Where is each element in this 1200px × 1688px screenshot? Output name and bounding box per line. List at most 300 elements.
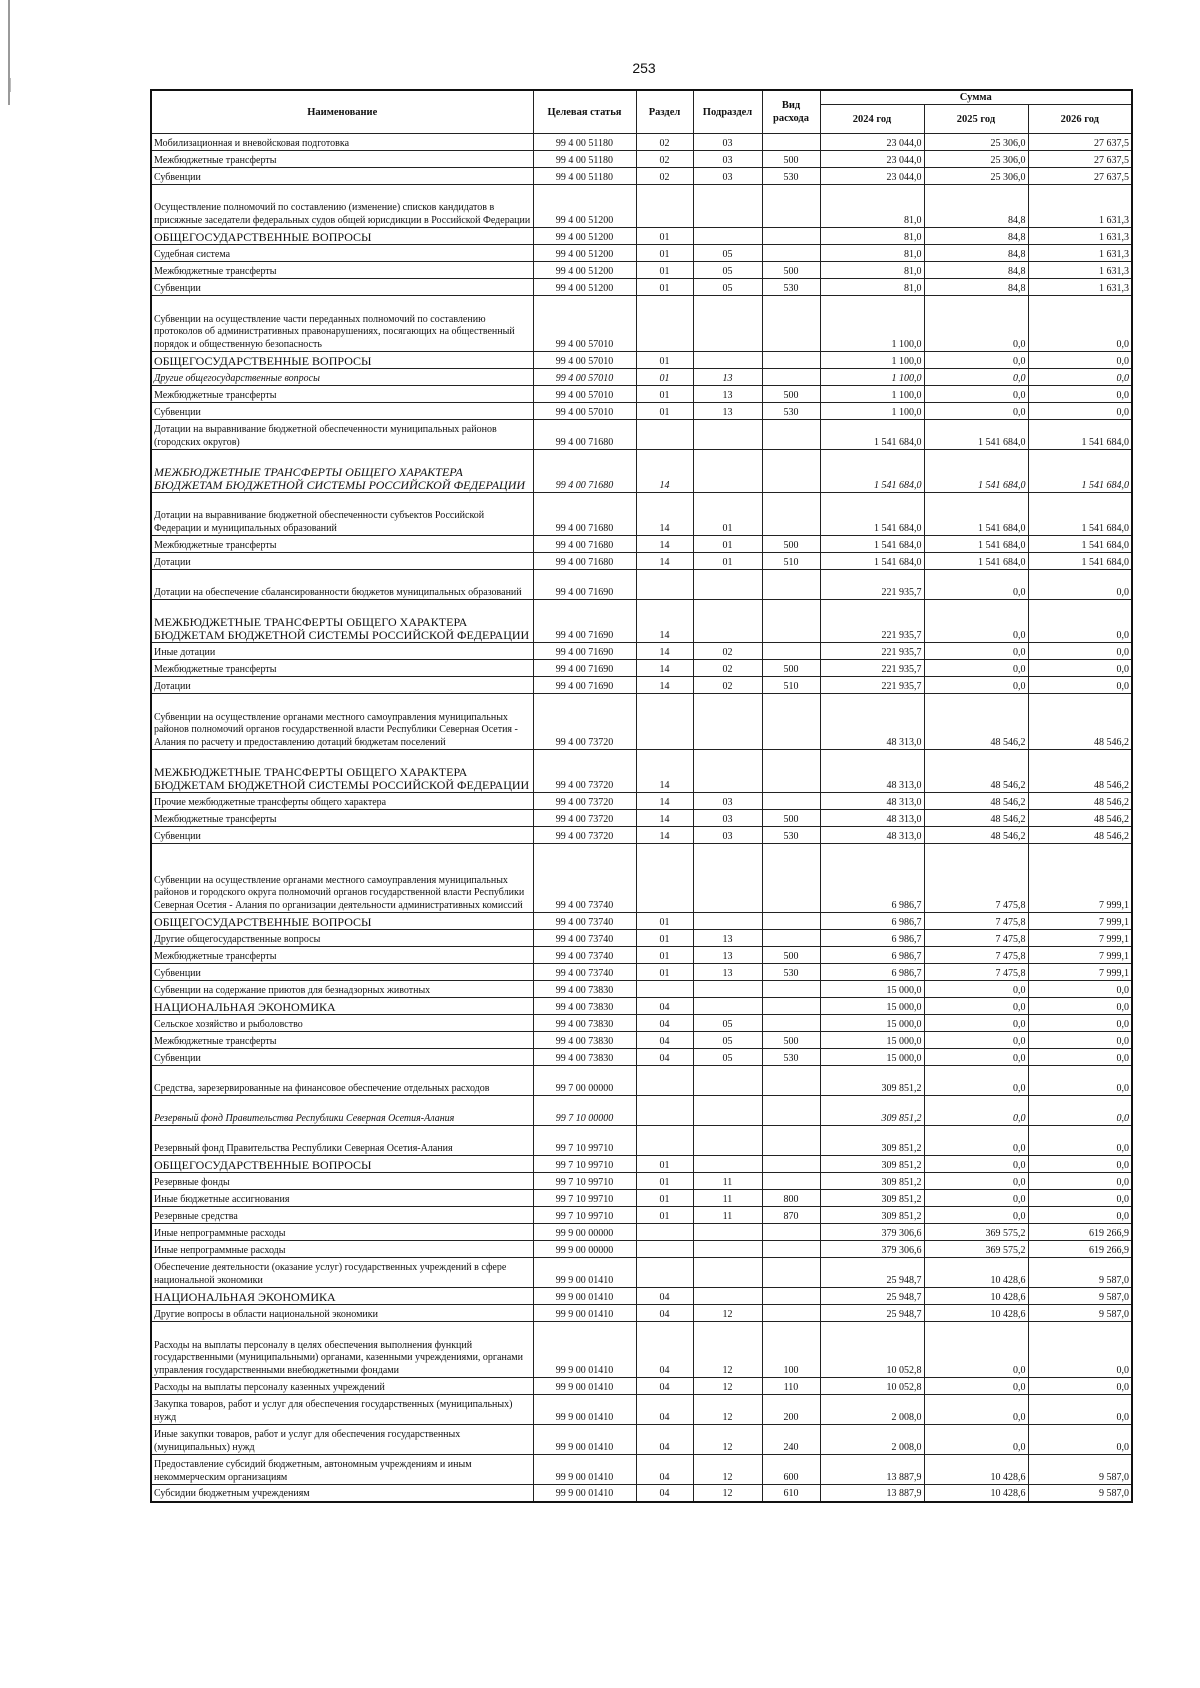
table-row [151, 228, 1132, 245]
cell-section: 04 [636, 1288, 693, 1305]
cell-target: 99 9 00 01410 [533, 1425, 636, 1455]
cell-name: Дотации на выравнивание бюджетной обеспеченности муниципальных районов (городских округов) [151, 420, 533, 450]
cell-name: Иные дотации [151, 643, 533, 660]
table-row [151, 450, 1132, 493]
table-row [151, 403, 1132, 420]
cell-2026: 0,0 [1028, 1015, 1132, 1032]
cell-subsection [693, 450, 762, 493]
table-row [151, 151, 1132, 168]
cell-2025: 1 541 684,0 [924, 536, 1028, 553]
header-expense-type: Вид расхода [762, 90, 820, 134]
cell-subsection: 05 [693, 245, 762, 262]
cell-expense-type: 530 [762, 827, 820, 844]
cell-subsection [693, 913, 762, 930]
cell-2026: 0,0 [1028, 981, 1132, 998]
cell-2026: 1 631,3 [1028, 185, 1132, 228]
cell-section: 14 [636, 643, 693, 660]
cell-name: Предоставление субсидий бюджетным, автономным учреждениям и иным некоммерческим организациям [151, 1455, 533, 1485]
cell-2024: 13 887,9 [820, 1455, 924, 1485]
cell-expense-type [762, 1015, 820, 1032]
cell-2025: 10 428,6 [924, 1288, 1028, 1305]
cell-2025: 0,0 [924, 981, 1028, 998]
cell-2025: 48 546,2 [924, 827, 1028, 844]
cell-section [636, 185, 693, 228]
cell-2025: 0,0 [924, 570, 1028, 600]
cell-2024: 379 306,6 [820, 1224, 924, 1241]
cell-name: Обеспечение деятельности (оказание услуг) государственных учреждений в сфере национальной экономики [151, 1258, 533, 1288]
cell-2025: 0,0 [924, 1395, 1028, 1425]
cell-expense-type [762, 185, 820, 228]
cell-2024: 1 541 684,0 [820, 553, 924, 570]
cell-2025: 1 541 684,0 [924, 553, 1028, 570]
table-row [151, 1395, 1132, 1425]
cell-subsection: 03 [693, 168, 762, 185]
cell-2026: 27 637,5 [1028, 134, 1132, 151]
cell-2024: 23 044,0 [820, 134, 924, 151]
cell-2024: 81,0 [820, 245, 924, 262]
cell-2024: 1 541 684,0 [820, 450, 924, 493]
cell-name: Сельское хозяйство и рыболовство [151, 1015, 533, 1032]
table-row [151, 1288, 1132, 1305]
cell-2026: 7 999,1 [1028, 964, 1132, 981]
cell-subsection [693, 694, 762, 750]
cell-2025: 369 575,2 [924, 1224, 1028, 1241]
cell-target: 99 4 00 57010 [533, 386, 636, 403]
cell-subsection [693, 1096, 762, 1126]
cell-section: 14 [636, 793, 693, 810]
cell-target: 99 4 00 73740 [533, 964, 636, 981]
cell-name: Дотации на обеспечение сбалансированности бюджетов муниципальных образований [151, 570, 533, 600]
header-subsection: Подраздел [693, 90, 762, 134]
cell-subsection [693, 844, 762, 913]
cell-section: 04 [636, 998, 693, 1015]
cell-2024: 309 851,2 [820, 1126, 924, 1156]
cell-2024: 1 541 684,0 [820, 420, 924, 450]
cell-section: 14 [636, 660, 693, 677]
cell-section: 01 [636, 386, 693, 403]
cell-2025: 7 475,8 [924, 844, 1028, 913]
cell-2024: 15 000,0 [820, 981, 924, 998]
cell-subsection [693, 600, 762, 643]
cell-target: 99 4 00 73720 [533, 810, 636, 827]
cell-2024: 15 000,0 [820, 1032, 924, 1049]
cell-2025: 0,0 [924, 1096, 1028, 1126]
table-row [151, 827, 1132, 844]
cell-2025: 7 475,8 [924, 964, 1028, 981]
cell-2024: 6 986,7 [820, 844, 924, 913]
cell-2024: 221 935,7 [820, 660, 924, 677]
cell-target: 99 9 00 01410 [533, 1258, 636, 1288]
cell-section: 14 [636, 450, 693, 493]
cell-section [636, 981, 693, 998]
cell-name: Субвенции [151, 1049, 533, 1066]
table-row [151, 844, 1132, 913]
cell-expense-type: 200 [762, 1395, 820, 1425]
cell-expense-type: 530 [762, 964, 820, 981]
cell-2026: 0,0 [1028, 386, 1132, 403]
cell-section: 01 [636, 369, 693, 386]
cell-target: 99 4 00 73740 [533, 930, 636, 947]
cell-target: 99 4 00 73720 [533, 694, 636, 750]
cell-section [636, 1258, 693, 1288]
cell-2025: 84,8 [924, 262, 1028, 279]
cell-section: 01 [636, 228, 693, 245]
cell-2024: 10 052,8 [820, 1378, 924, 1395]
cell-section [636, 1224, 693, 1241]
table-row [151, 1224, 1132, 1241]
header-name: Наименование [151, 90, 533, 134]
cell-name: Межбюджетные трансферты [151, 386, 533, 403]
table-row [151, 1015, 1132, 1032]
cell-2024: 221 935,7 [820, 643, 924, 660]
cell-section: 01 [636, 352, 693, 369]
cell-2026: 0,0 [1028, 677, 1132, 694]
cell-name: Иные непрограммные расходы [151, 1241, 533, 1258]
cell-section: 14 [636, 553, 693, 570]
table-row [151, 1126, 1132, 1156]
cell-target: 99 4 00 51200 [533, 228, 636, 245]
cell-2026: 0,0 [1028, 998, 1132, 1015]
header-2024: 2024 год [820, 105, 924, 134]
cell-name: Иные бюджетные ассигнования [151, 1190, 533, 1207]
cell-expense-type [762, 981, 820, 998]
cell-2026: 9 587,0 [1028, 1305, 1132, 1322]
cell-2025: 0,0 [924, 403, 1028, 420]
cell-section: 01 [636, 930, 693, 947]
cell-target: 99 9 00 00000 [533, 1224, 636, 1241]
cell-target: 99 4 00 73740 [533, 913, 636, 930]
cell-name: Резервный фонд Правительства Республики Северная Осетия-Алания [151, 1096, 533, 1126]
cell-target: 99 7 00 00000 [533, 1066, 636, 1096]
cell-name: ОБЩЕГОСУДАРСТВЕННЫЕ ВОПРОСЫ [151, 228, 533, 245]
cell-name: Иные закупки товаров, работ и услуг для обеспечения государственных (муниципальных) нужд [151, 1425, 533, 1455]
cell-2025: 84,8 [924, 279, 1028, 296]
cell-2025: 7 475,8 [924, 913, 1028, 930]
cell-2026: 7 999,1 [1028, 913, 1132, 930]
cell-target: 99 9 00 01410 [533, 1455, 636, 1485]
cell-section: 14 [636, 600, 693, 643]
cell-subsection: 13 [693, 930, 762, 947]
cell-target: 99 9 00 01410 [533, 1322, 636, 1378]
cell-2026: 27 637,5 [1028, 168, 1132, 185]
cell-subsection: 13 [693, 386, 762, 403]
cell-target: 99 4 00 73720 [533, 827, 636, 844]
cell-target: 99 4 00 51180 [533, 134, 636, 151]
cell-expense-type [762, 134, 820, 151]
cell-expense-type [762, 1066, 820, 1096]
cell-2024: 81,0 [820, 262, 924, 279]
cell-2024: 1 100,0 [820, 296, 924, 352]
cell-section: 01 [636, 1190, 693, 1207]
cell-2026: 0,0 [1028, 1378, 1132, 1395]
cell-name: Межбюджетные трансферты [151, 536, 533, 553]
cell-expense-type: 100 [762, 1322, 820, 1378]
cell-target: 99 7 10 99710 [533, 1156, 636, 1173]
cell-expense-type [762, 493, 820, 536]
cell-name: Другие общегосударственные вопросы [151, 369, 533, 386]
cell-2024: 15 000,0 [820, 1015, 924, 1032]
cell-2025: 0,0 [924, 677, 1028, 694]
cell-expense-type: 500 [762, 660, 820, 677]
cell-section: 04 [636, 1322, 693, 1378]
cell-subsection [693, 1288, 762, 1305]
cell-2026: 0,0 [1028, 296, 1132, 352]
cell-section: 14 [636, 827, 693, 844]
cell-subsection: 13 [693, 947, 762, 964]
table-row [151, 1190, 1132, 1207]
cell-2025: 0,0 [924, 369, 1028, 386]
cell-target: 99 4 00 71680 [533, 536, 636, 553]
table-row [151, 369, 1132, 386]
table-row [151, 1096, 1132, 1126]
table-row [151, 1241, 1132, 1258]
table-row [151, 134, 1132, 151]
cell-subsection: 13 [693, 369, 762, 386]
cell-section [636, 1126, 693, 1156]
cell-expense-type [762, 600, 820, 643]
cell-2026: 7 999,1 [1028, 844, 1132, 913]
table-row [151, 1455, 1132, 1485]
cell-expense-type: 500 [762, 1032, 820, 1049]
table-row [151, 750, 1132, 793]
cell-2024: 1 541 684,0 [820, 536, 924, 553]
cell-2025: 0,0 [924, 1015, 1028, 1032]
cell-subsection: 05 [693, 1049, 762, 1066]
cell-2024: 1 100,0 [820, 403, 924, 420]
cell-expense-type [762, 1126, 820, 1156]
table-row [151, 947, 1132, 964]
cell-name: Межбюджетные трансферты [151, 810, 533, 827]
cell-2026: 0,0 [1028, 1190, 1132, 1207]
cell-section: 14 [636, 750, 693, 793]
cell-target: 99 9 00 01410 [533, 1378, 636, 1395]
header-2025: 2025 год [924, 105, 1028, 134]
cell-expense-type: 500 [762, 386, 820, 403]
cell-section: 04 [636, 1049, 693, 1066]
cell-2025: 0,0 [924, 1126, 1028, 1156]
cell-2025: 1 541 684,0 [924, 420, 1028, 450]
cell-2024: 379 306,6 [820, 1241, 924, 1258]
cell-target: 99 4 00 71690 [533, 660, 636, 677]
cell-name: Субвенции [151, 403, 533, 420]
cell-expense-type [762, 998, 820, 1015]
cell-subsection: 12 [693, 1425, 762, 1455]
cell-2024: 25 948,7 [820, 1288, 924, 1305]
table-row [151, 1066, 1132, 1096]
table-row [151, 1378, 1132, 1395]
table-row [151, 1322, 1132, 1378]
cell-subsection: 01 [693, 493, 762, 536]
table-row [151, 913, 1132, 930]
cell-expense-type [762, 245, 820, 262]
cell-name: НАЦИОНАЛЬНАЯ ЭКОНОМИКА [151, 1288, 533, 1305]
cell-2026: 0,0 [1028, 643, 1132, 660]
cell-target: 99 4 00 71680 [533, 493, 636, 536]
cell-section: 01 [636, 1156, 693, 1173]
cell-2026: 0,0 [1028, 369, 1132, 386]
cell-subsection [693, 750, 762, 793]
cell-name: Субвенции [151, 168, 533, 185]
cell-name: Мобилизационная и вневойсковая подготовка [151, 134, 533, 151]
cell-subsection: 12 [693, 1395, 762, 1425]
cell-subsection: 05 [693, 262, 762, 279]
table-row [151, 810, 1132, 827]
cell-section: 01 [636, 947, 693, 964]
cell-2026: 48 546,2 [1028, 694, 1132, 750]
table-row [151, 296, 1132, 352]
cell-target: 99 4 00 57010 [533, 369, 636, 386]
cell-2026: 1 631,3 [1028, 228, 1132, 245]
header-sum: Сумма [820, 90, 1132, 105]
cell-subsection: 01 [693, 553, 762, 570]
cell-expense-type [762, 844, 820, 913]
cell-2025: 25 306,0 [924, 151, 1028, 168]
cell-expense-type [762, 930, 820, 947]
cell-2025: 0,0 [924, 1066, 1028, 1096]
cell-section [636, 844, 693, 913]
table-row [151, 600, 1132, 643]
cell-2025: 84,8 [924, 185, 1028, 228]
cell-section: 04 [636, 1305, 693, 1322]
cell-2026: 0,0 [1028, 352, 1132, 369]
cell-2026: 0,0 [1028, 403, 1132, 420]
cell-expense-type [762, 1305, 820, 1322]
cell-2025: 0,0 [924, 1173, 1028, 1190]
cell-subsection: 03 [693, 810, 762, 827]
cell-target: 99 4 00 73830 [533, 981, 636, 998]
cell-expense-type: 800 [762, 1190, 820, 1207]
cell-2024: 13 887,9 [820, 1485, 924, 1502]
cell-2024: 48 313,0 [820, 694, 924, 750]
cell-section: 04 [636, 1485, 693, 1502]
cell-2026: 0,0 [1028, 570, 1132, 600]
cell-expense-type [762, 643, 820, 660]
cell-2026: 0,0 [1028, 1032, 1132, 1049]
table-row [151, 1156, 1132, 1173]
cell-expense-type [762, 1258, 820, 1288]
cell-name: МЕЖБЮДЖЕТНЫЕ ТРАНСФЕРТЫ ОБЩЕГО ХАРАКТЕРА БЮДЖЕТАМ БЮДЖЕТНОЙ СИСТЕМЫ РОССИЙСКОЙ ФЕДЕРАЦИИ [151, 750, 533, 793]
cell-2025: 25 306,0 [924, 134, 1028, 151]
cell-2024: 2 008,0 [820, 1425, 924, 1455]
table-row [151, 793, 1132, 810]
cell-expense-type [762, 1224, 820, 1241]
cell-2024: 15 000,0 [820, 1049, 924, 1066]
cell-expense-type: 510 [762, 553, 820, 570]
cell-expense-type: 500 [762, 151, 820, 168]
cell-subsection [693, 1126, 762, 1156]
table-row [151, 930, 1132, 947]
cell-target: 99 9 00 01410 [533, 1305, 636, 1322]
cell-2025: 0,0 [924, 296, 1028, 352]
cell-2025: 48 546,2 [924, 793, 1028, 810]
cell-2025: 0,0 [924, 998, 1028, 1015]
cell-target: 99 4 00 71690 [533, 570, 636, 600]
cell-subsection [693, 1156, 762, 1173]
cell-target: 99 4 00 73830 [533, 1049, 636, 1066]
cell-name: Резервный фонд Правительства Республики Северная Осетия-Алания [151, 1126, 533, 1156]
header-target: Целевая статья [533, 90, 636, 134]
cell-subsection: 03 [693, 827, 762, 844]
cell-expense-type: 530 [762, 168, 820, 185]
cell-target: 99 4 00 73720 [533, 793, 636, 810]
cell-expense-type [762, 1096, 820, 1126]
table-row [151, 1485, 1132, 1502]
cell-target: 99 4 00 71690 [533, 677, 636, 694]
cell-name: Межбюджетные трансферты [151, 151, 533, 168]
cell-2026: 48 546,2 [1028, 750, 1132, 793]
cell-target: 99 4 00 73740 [533, 844, 636, 913]
cell-2025: 0,0 [924, 1425, 1028, 1455]
cell-subsection [693, 352, 762, 369]
cell-2026: 48 546,2 [1028, 827, 1132, 844]
cell-section [636, 570, 693, 600]
table-row [151, 1305, 1132, 1322]
cell-section: 04 [636, 1425, 693, 1455]
cell-2025: 48 546,2 [924, 750, 1028, 793]
cell-2025: 0,0 [924, 1049, 1028, 1066]
cell-expense-type: 870 [762, 1207, 820, 1224]
cell-target: 99 4 00 51200 [533, 279, 636, 296]
cell-target: 99 4 00 71680 [533, 450, 636, 493]
cell-2026: 9 587,0 [1028, 1288, 1132, 1305]
cell-target: 99 4 00 57010 [533, 296, 636, 352]
cell-2026: 1 631,3 [1028, 279, 1132, 296]
cell-expense-type: 510 [762, 677, 820, 694]
cell-2026: 9 587,0 [1028, 1258, 1132, 1288]
cell-section [636, 420, 693, 450]
cell-expense-type [762, 694, 820, 750]
cell-expense-type: 600 [762, 1455, 820, 1485]
table-row [151, 262, 1132, 279]
cell-target: 99 9 00 01410 [533, 1395, 636, 1425]
cell-subsection: 05 [693, 1015, 762, 1032]
cell-target: 99 4 00 73830 [533, 1032, 636, 1049]
cell-2024: 48 313,0 [820, 750, 924, 793]
cell-name: Осуществление полномочий по составлению (изменение) списков кандидатов в присяжные заседатели федеральных судов общей юрисдикции в Российской Федерации [151, 185, 533, 228]
cell-2026: 0,0 [1028, 1049, 1132, 1066]
cell-2024: 309 851,2 [820, 1156, 924, 1173]
cell-2025: 0,0 [924, 386, 1028, 403]
cell-section [636, 1241, 693, 1258]
cell-section: 04 [636, 1378, 693, 1395]
page-number: 253 [632, 60, 656, 76]
cell-expense-type: 500 [762, 262, 820, 279]
table-row [151, 245, 1132, 262]
cell-2025: 10 428,6 [924, 1305, 1028, 1322]
cell-2024: 23 044,0 [820, 168, 924, 185]
cell-2024: 25 948,7 [820, 1305, 924, 1322]
table-row [151, 279, 1132, 296]
cell-2025: 0,0 [924, 660, 1028, 677]
cell-2026: 0,0 [1028, 1425, 1132, 1455]
cell-name: ОБЩЕГОСУДАРСТВЕННЫЕ ВОПРОСЫ [151, 352, 533, 369]
table-row [151, 1258, 1132, 1288]
cell-subsection [693, 981, 762, 998]
cell-subsection: 02 [693, 677, 762, 694]
cell-name: Закупка товаров, работ и услуг для обеспечения государственных (муниципальных) нужд [151, 1395, 533, 1425]
cell-section: 01 [636, 245, 693, 262]
cell-2024: 23 044,0 [820, 151, 924, 168]
cell-section: 14 [636, 493, 693, 536]
cell-2026: 1 631,3 [1028, 262, 1132, 279]
cell-2026: 1 541 684,0 [1028, 553, 1132, 570]
cell-expense-type [762, 420, 820, 450]
cell-2026: 619 266,9 [1028, 1241, 1132, 1258]
cell-2024: 10 052,8 [820, 1322, 924, 1378]
cell-expense-type [762, 913, 820, 930]
cell-name: Субвенции [151, 964, 533, 981]
cell-2024: 221 935,7 [820, 677, 924, 694]
